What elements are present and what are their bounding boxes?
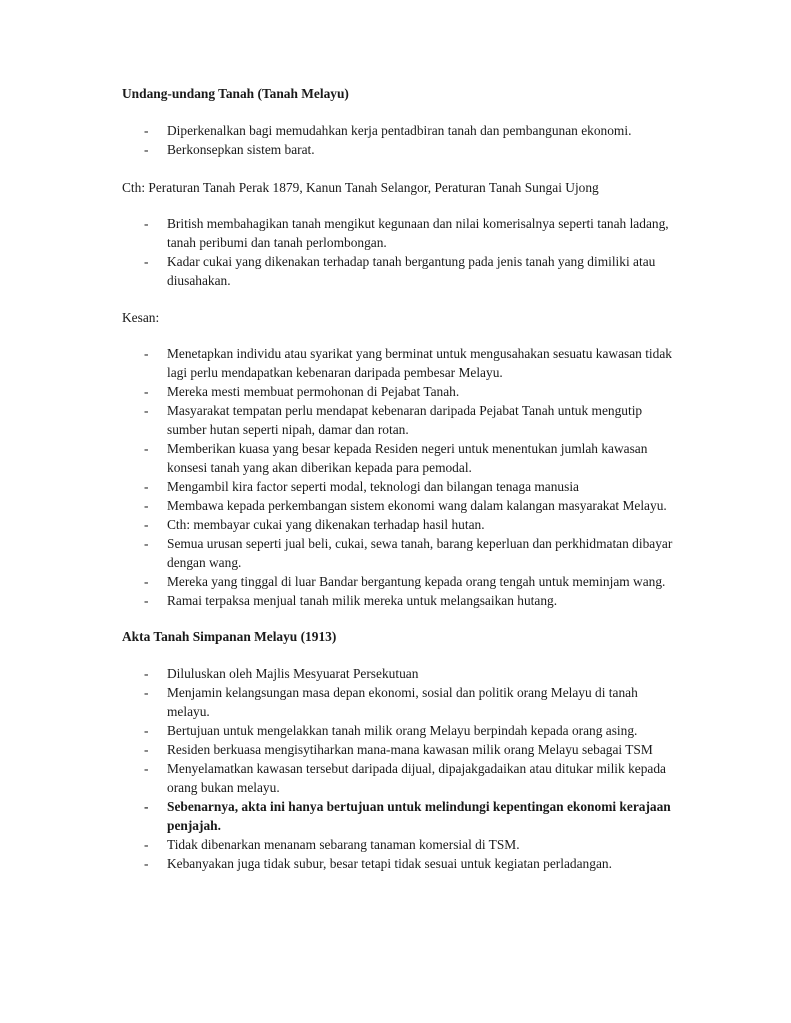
section2-bullet-list	[122, 664, 682, 873]
document-page	[122, 84, 682, 873]
list-item: - Berkonsepkan sistem barat.	[144, 142, 315, 157]
list-item: - Cth: membayar cukai yang dikenakan terhadap hasil hutan.	[144, 517, 485, 532]
list-item: - Memberikan kuasa yang besar kepada Residen negeri untuk menentukan jumlah kawasan konsesi tanah yang akan diberikan kepada para pemodal.	[144, 441, 648, 475]
list-item: - Diluluskan oleh Majlis Mesyuarat Persekutuan	[144, 666, 419, 681]
list-item: - Mereka yang tinggal di luar Bandar bergantung kepada orang tengah untuk meminjam wang.	[144, 574, 666, 589]
list-item: - Semua urusan seperti jual beli, cukai, sewa tanah, barang keperluan dan perkhidmatan dibayar dengan wang.	[144, 536, 673, 570]
example-text: Cth: Peraturan Tanah Perak 1879, Kanun Tanah Selangor, Peraturan Tanah Sungai Ujong	[122, 180, 599, 195]
list-item: - Kadar cukai yang dikenakan terhadap tanah bergantung pada jenis tanah yang dimiliki atau diusahakan.	[144, 254, 656, 288]
list-item: - Tidak dibenarkan menanam sebarang tanaman komersial di TSM.	[144, 837, 520, 852]
list-item: - Mengambil kira factor seperti modal, teknologi dan bilangan tenaga manusia	[144, 479, 580, 494]
list-item: - Menyelamatkan kawasan tersebut daripada dijual, dipajakgadaikan atau ditukar milik kepada orang bukan melayu.	[144, 761, 666, 795]
list-item: - Diperkenalkan bagi memudahkan kerja pentadbiran tanah dan pembangunan ekonomi.	[144, 123, 632, 138]
list-item: - Ramai terpaksa menjual tanah milik mereka untuk melangsaikan hutang.	[144, 593, 558, 608]
list-item: - Membawa kepada perkembangan sistem ekonomi wang dalam kalangan masyarakat Melayu.	[144, 498, 667, 513]
kesan-bullet-list	[122, 344, 682, 610]
section1-bullet-list-2	[122, 214, 682, 290]
kesan-label: Kesan:	[122, 310, 160, 325]
section1-bullet-list	[122, 121, 682, 159]
list-item: - British membahagikan tanah mengikut kegunaan dan nilai komerisalnya seperti tanah ladang, tanah peribumi dan tanah perlombongan.	[144, 216, 669, 250]
list-item: - Bertujuan untuk mengelakkan tanah milik orang Melayu berpindah kepada orang asing.	[144, 723, 638, 738]
section1-heading: Undang-undang Tanah (Tanah Melayu)	[122, 86, 349, 101]
list-item: - Menetapkan individu atau syarikat yang berminat untuk mengusahakan sesuatu kawasan tidak lagi perlu mendapatkan kebenaran daripada pembesar Melayu.	[144, 346, 672, 380]
section2-heading: Akta Tanah Simpanan Melayu (1913)	[122, 629, 337, 644]
list-item: - Kebanyakan juga tidak subur, besar tetapi tidak sesuai untuk kegiatan perladangan.	[144, 856, 612, 871]
list-item-bold: - Sebenarnya, akta ini hanya bertujuan untuk melindungi kepentingan ekonomi kerajaan penjajah.	[144, 799, 671, 833]
list-item: - Mereka mesti membuat permohonan di Pejabat Tanah.	[144, 384, 460, 399]
list-item: - Residen berkuasa mengisytiharkan mana-mana kawasan milik orang Melayu sebagai TSM	[144, 742, 653, 757]
list-item: - Menjamin kelangsungan masa depan ekonomi, sosial dan politik orang Melayu di tanah melayu.	[144, 685, 638, 719]
list-item: - Masyarakat tempatan perlu mendapat kebenaran daripada Pejabat Tanah untuk mengutip sumber hutan seperti nipah, damar dan rotan.	[144, 403, 643, 437]
